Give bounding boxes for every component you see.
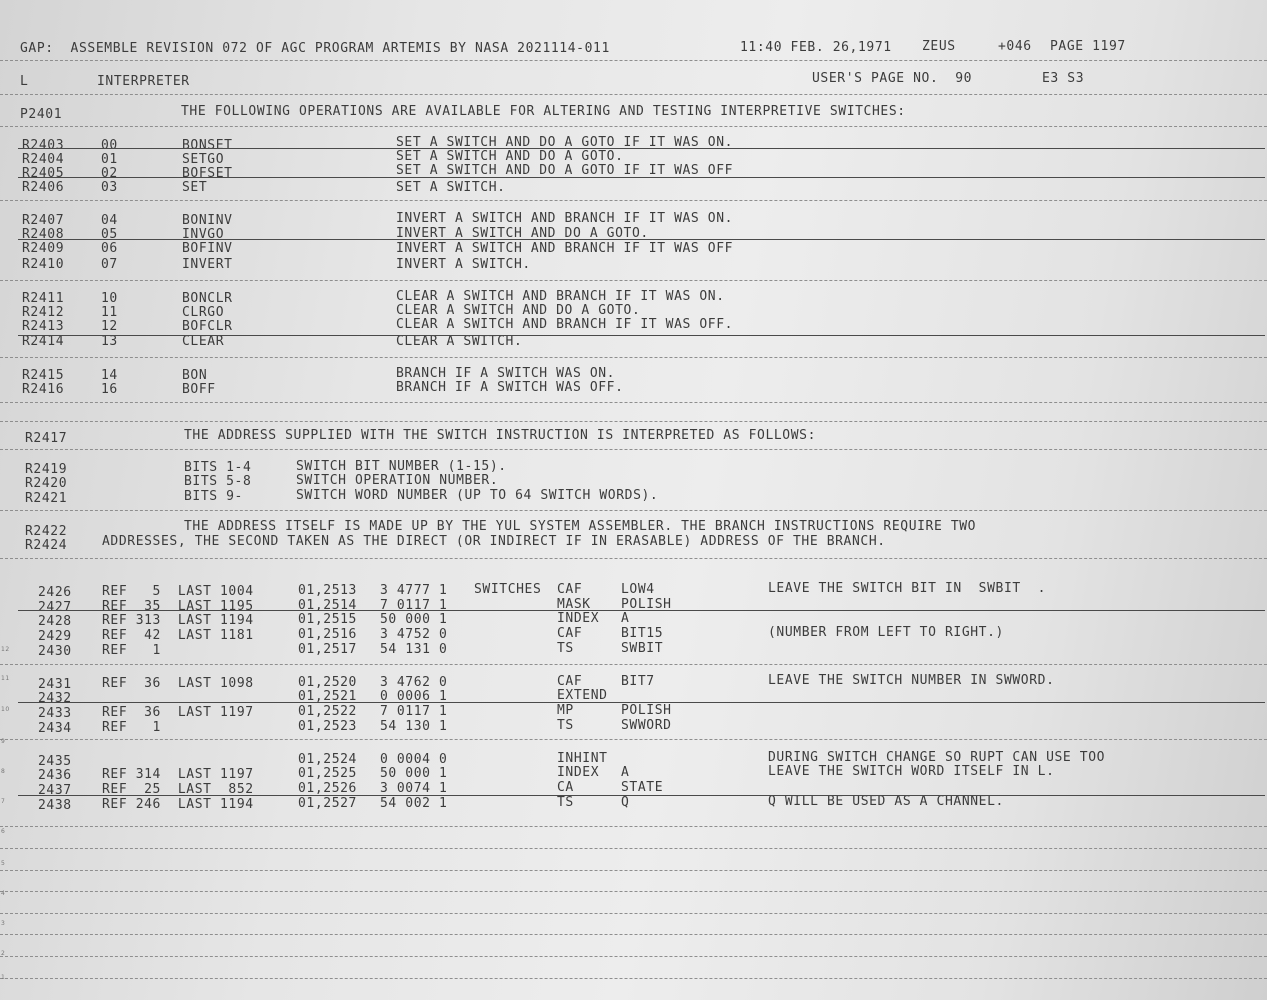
line-number: 2433 <box>38 706 72 721</box>
op-description: CLEAR A SWITCH AND BRANCH IF IT WAS OFF. <box>396 317 734 332</box>
op-description: SET A SWITCH. <box>396 180 506 195</box>
separator <box>0 60 1267 61</box>
separator <box>0 402 1267 403</box>
comment: LEAVE THE SWITCH WORD ITSELF IN L. <box>768 764 1055 779</box>
op-name: SET <box>182 180 208 195</box>
reference: REF 314 LAST 1197 <box>102 767 254 782</box>
reference: REF 35 LAST 1195 <box>102 599 254 614</box>
page-number: PAGE 1197 <box>1050 39 1126 54</box>
op-description: INVERT A SWITCH AND DO A GOTO. <box>396 226 649 241</box>
comment: Q WILL BE USED AS A CHANNEL. <box>768 794 1004 809</box>
line-number: 2436 <box>38 768 72 783</box>
separator <box>0 357 1267 358</box>
octal-word: 54 002 1 <box>380 796 448 811</box>
op-code: 06 <box>101 241 118 256</box>
line-number: R2407 <box>22 213 65 228</box>
comment: LEAVE THE SWITCH BIT IN SWBIT . <box>768 581 1047 596</box>
margin-tick: 5 <box>1 860 6 867</box>
reference: REF 25 LAST 852 <box>102 782 254 797</box>
system-name: ZEUS <box>922 39 956 54</box>
bits-range: BITS 9- <box>184 489 243 504</box>
line-number: R2420 <box>25 476 68 491</box>
margin-tick: 1 <box>1 974 6 981</box>
operand: Q <box>621 795 630 810</box>
op-name: BOFF <box>182 382 216 397</box>
operand: A <box>621 611 630 626</box>
memory-address: 01,2517 <box>298 642 357 657</box>
reference: REF 246 LAST 1194 <box>102 797 254 812</box>
comment: LEAVE THE SWITCH NUMBER IN SWWORD. <box>768 673 1055 688</box>
opcode: INDEX <box>557 611 600 626</box>
memory-address: 01,2513 <box>298 583 357 598</box>
intro-text: THE FOLLOWING OPERATIONS ARE AVAILABLE FOR ALTERING AND TESTING INTERPRETIVE SWITCHES: <box>181 104 906 119</box>
separator <box>0 739 1267 740</box>
opcode: TS <box>557 718 574 733</box>
line-number: R2404 <box>22 152 65 167</box>
section-name: INTERPRETER <box>97 74 190 89</box>
line-number: R2410 <box>22 257 65 272</box>
op-name: BONCLR <box>182 291 233 306</box>
margin-tick: 8 <box>1 768 6 775</box>
strike-line <box>18 610 1265 611</box>
line-number: 2437 <box>38 783 72 798</box>
op-code: 04 <box>101 213 118 228</box>
line-number: 2430 <box>38 644 72 659</box>
op-name: BONSET <box>182 138 233 153</box>
operand: SWWORD <box>621 718 672 733</box>
op-name: BOFCLR <box>182 319 233 334</box>
separator <box>0 280 1267 281</box>
memory-address: 01,2514 <box>298 598 357 613</box>
operand: A <box>621 765 630 780</box>
separator <box>0 664 1267 665</box>
octal-word: 50 000 1 <box>380 612 448 627</box>
op-description: INVERT A SWITCH. <box>396 257 531 272</box>
memory-address: 01,2527 <box>298 796 357 811</box>
opcode: TS <box>557 795 574 810</box>
bits-description: SWITCH OPERATION NUMBER. <box>296 473 499 488</box>
line-number: R2413 <box>22 319 65 334</box>
memory-address: 01,2524 <box>298 752 357 767</box>
octal-word: 54 130 1 <box>380 719 448 734</box>
margin-tick: 12 <box>1 646 10 653</box>
line-number: 2438 <box>38 798 72 813</box>
reference: REF 5 LAST 1004 <box>102 584 254 599</box>
listing-tag: E3 S3 <box>1042 71 1085 86</box>
octal-word: 0 0006 1 <box>380 689 448 704</box>
opcode: CAF <box>557 626 583 641</box>
margin-tick: 9 <box>1 738 6 745</box>
separator <box>0 978 1267 979</box>
op-name: BON <box>182 368 208 383</box>
line-number: R2417 <box>25 431 68 446</box>
opcode: CA <box>557 780 574 795</box>
strike-line <box>18 239 1265 240</box>
margin-tick: 2 <box>1 950 6 957</box>
separator <box>0 956 1267 957</box>
line-number: R2412 <box>22 305 65 320</box>
op-code: 16 <box>101 382 118 397</box>
line-number: 2432 <box>38 691 72 706</box>
yul-text-1: THE ADDRESS ITSELF IS MADE UP BY THE YUL SYSTEM ASSEMBLER. THE BRANCH INSTRUCTIONS REQUIRE TWO <box>184 519 977 534</box>
line-number: R2405 <box>22 166 65 181</box>
operand: POLISH <box>621 703 672 718</box>
op-description: INVERT A SWITCH AND BRANCH IF IT WAS OFF <box>396 241 734 256</box>
octal-word: 50 000 1 <box>380 766 448 781</box>
margin-tick: 10 <box>1 706 10 713</box>
margin-tick: 7 <box>1 798 6 805</box>
op-description: BRANCH IF A SWITCH WAS OFF. <box>396 380 624 395</box>
op-description: SET A SWITCH AND DO A GOTO IF IT WAS ON. <box>396 135 734 150</box>
line-number: 2428 <box>38 614 72 629</box>
line-number: R2414 <box>22 334 65 349</box>
separator <box>0 510 1267 511</box>
op-code: 12 <box>101 319 118 334</box>
separator <box>0 200 1267 201</box>
op-description: BRANCH IF A SWITCH WAS ON. <box>396 366 616 381</box>
code-label: SWITCHES <box>474 582 542 597</box>
bits-description: SWITCH WORD NUMBER (UP TO 64 SWITCH WORDS). <box>296 488 659 503</box>
line-number: R2411 <box>22 291 65 306</box>
memory-address: 01,2526 <box>298 781 357 796</box>
line-number: 2435 <box>38 754 72 769</box>
op-code: 11 <box>101 305 118 320</box>
operand: STATE <box>621 780 664 795</box>
reference: REF 313 LAST 1194 <box>102 613 254 628</box>
octal-word: 3 0074 1 <box>380 781 448 796</box>
line-number: R2416 <box>22 382 65 397</box>
separator <box>0 421 1267 422</box>
yul-text-2: ADDRESSES, THE SECOND TAKEN AS THE DIRECT (OR INDIRECT IF IN ERASABLE) ADDRESS OF THE BRANCH. <box>102 534 886 549</box>
op-name: CLRGO <box>182 305 225 320</box>
line-number: R2409 <box>22 241 65 256</box>
op-name: INVERT <box>182 257 233 272</box>
op-description: SET A SWITCH AND DO A GOTO IF IT WAS OFF <box>396 163 734 178</box>
reference: REF 36 LAST 1197 <box>102 705 254 720</box>
comment: DURING SWITCH CHANGE SO RUPT CAN USE TOO <box>768 750 1106 765</box>
op-name: SETGO <box>182 152 225 167</box>
margin-tick: 4 <box>1 890 6 897</box>
opcode: MASK <box>557 597 591 612</box>
op-code: 02 <box>101 166 118 181</box>
bits-description: SWITCH BIT NUMBER (1-15). <box>296 459 507 474</box>
line-number: R2415 <box>22 368 65 383</box>
op-code: 03 <box>101 180 118 195</box>
op-name: BOFSET <box>182 166 233 181</box>
opcode: TS <box>557 641 574 656</box>
memory-address: 01,2523 <box>298 719 357 734</box>
operand: SWBIT <box>621 641 664 656</box>
opcode: INHINT <box>557 751 608 766</box>
separator <box>0 913 1267 914</box>
print-datetime: 11:40 FEB. 26,1971 <box>740 40 892 55</box>
op-code: 10 <box>101 291 118 306</box>
line-number: R2408 <box>22 227 65 242</box>
octal-word: 54 131 0 <box>380 642 448 657</box>
memory-address: 01,2515 <box>298 612 357 627</box>
line-number: R2419 <box>25 462 68 477</box>
op-name: INVGO <box>182 227 225 242</box>
bits-range: BITS 1-4 <box>184 460 252 475</box>
opcode: INDEX <box>557 765 600 780</box>
memory-address: 01,2520 <box>298 675 357 690</box>
op-description: CLEAR A SWITCH AND BRANCH IF IT WAS ON. <box>396 289 725 304</box>
line-number: 2429 <box>38 629 72 644</box>
reference: REF 1 <box>102 643 161 658</box>
separator <box>0 126 1267 127</box>
operand: BIT7 <box>621 674 655 689</box>
op-description: CLEAR A SWITCH. <box>396 334 523 349</box>
line-number: R2406 <box>22 180 65 195</box>
reference: REF 42 LAST 1181 <box>102 628 254 643</box>
user-page-number: USER'S PAGE NO. 90 <box>812 71 973 86</box>
op-name: BONINV <box>182 213 233 228</box>
strike-line <box>18 335 1265 336</box>
line-number: 2431 <box>38 677 72 692</box>
line-number: R2424 <box>25 538 68 553</box>
reference: REF 36 LAST 1098 <box>102 676 254 691</box>
comment: (NUMBER FROM LEFT TO RIGHT.) <box>768 625 1004 640</box>
op-code: 07 <box>101 257 118 272</box>
opcode: CAF <box>557 582 583 597</box>
separator <box>0 94 1267 95</box>
separator <box>0 891 1267 892</box>
op-name: CLEAR <box>182 334 225 349</box>
separator <box>0 826 1267 827</box>
op-code: 05 <box>101 227 118 242</box>
strike-line <box>18 795 1265 796</box>
op-description: CLEAR A SWITCH AND DO A GOTO. <box>396 303 641 318</box>
op-name: BOFINV <box>182 241 233 256</box>
line-number: 2427 <box>38 600 72 615</box>
line-number: 2426 <box>38 585 72 600</box>
strike-line <box>18 177 1265 178</box>
memory-address: 01,2522 <box>298 704 357 719</box>
memory-address: 01,2525 <box>298 766 357 781</box>
separator <box>0 558 1267 559</box>
strike-line <box>18 702 1265 703</box>
op-code: 01 <box>101 152 118 167</box>
opcode: MP <box>557 703 574 718</box>
operand: LOW4 <box>621 582 655 597</box>
line-number: R2422 <box>25 524 68 539</box>
run-code: +046 <box>998 39 1032 54</box>
separator <box>0 934 1267 935</box>
line-number: R2421 <box>25 491 68 506</box>
octal-word: 3 4777 1 <box>380 583 448 598</box>
margin-tick: 11 <box>1 675 10 682</box>
margin-tick: 3 <box>1 920 6 927</box>
reference: REF 1 <box>102 720 161 735</box>
octal-word: 3 4762 0 <box>380 675 448 690</box>
op-code: 00 <box>101 138 118 153</box>
octal-word: 3 4752 0 <box>380 627 448 642</box>
line-number: R2403 <box>22 138 65 153</box>
strike-line <box>18 148 1265 149</box>
operand: POLISH <box>621 597 672 612</box>
opcode: CAF <box>557 674 583 689</box>
line-number: 2434 <box>38 721 72 736</box>
listing-flag: L <box>20 74 29 89</box>
separator <box>0 449 1267 450</box>
listing-title: GAP: ASSEMBLE REVISION 072 OF AGC PROGRAM ARTEMIS BY NASA 2021114-011 <box>20 41 610 56</box>
memory-address: 01,2516 <box>298 627 357 642</box>
octal-word: 0 0004 0 <box>380 752 448 767</box>
separator <box>0 848 1267 849</box>
opcode: EXTEND <box>557 688 608 703</box>
address-text: THE ADDRESS SUPPLIED WITH THE SWITCH INSTRUCTION IS INTERPRETED AS FOLLOWS: <box>184 428 816 443</box>
memory-address: 01,2521 <box>298 689 357 704</box>
bits-range: BITS 5-8 <box>184 474 252 489</box>
margin-tick: 6 <box>1 828 6 835</box>
op-description: SET A SWITCH AND DO A GOTO. <box>396 149 624 164</box>
op-description: INVERT A SWITCH AND BRANCH IF IT WAS ON. <box>396 211 734 226</box>
octal-word: 7 0117 1 <box>380 598 448 613</box>
line-number: P2401 <box>20 107 63 122</box>
octal-word: 7 0117 1 <box>380 704 448 719</box>
separator <box>0 870 1267 871</box>
op-code: 14 <box>101 368 118 383</box>
op-code: 13 <box>101 334 118 349</box>
operand: BIT15 <box>621 626 664 641</box>
